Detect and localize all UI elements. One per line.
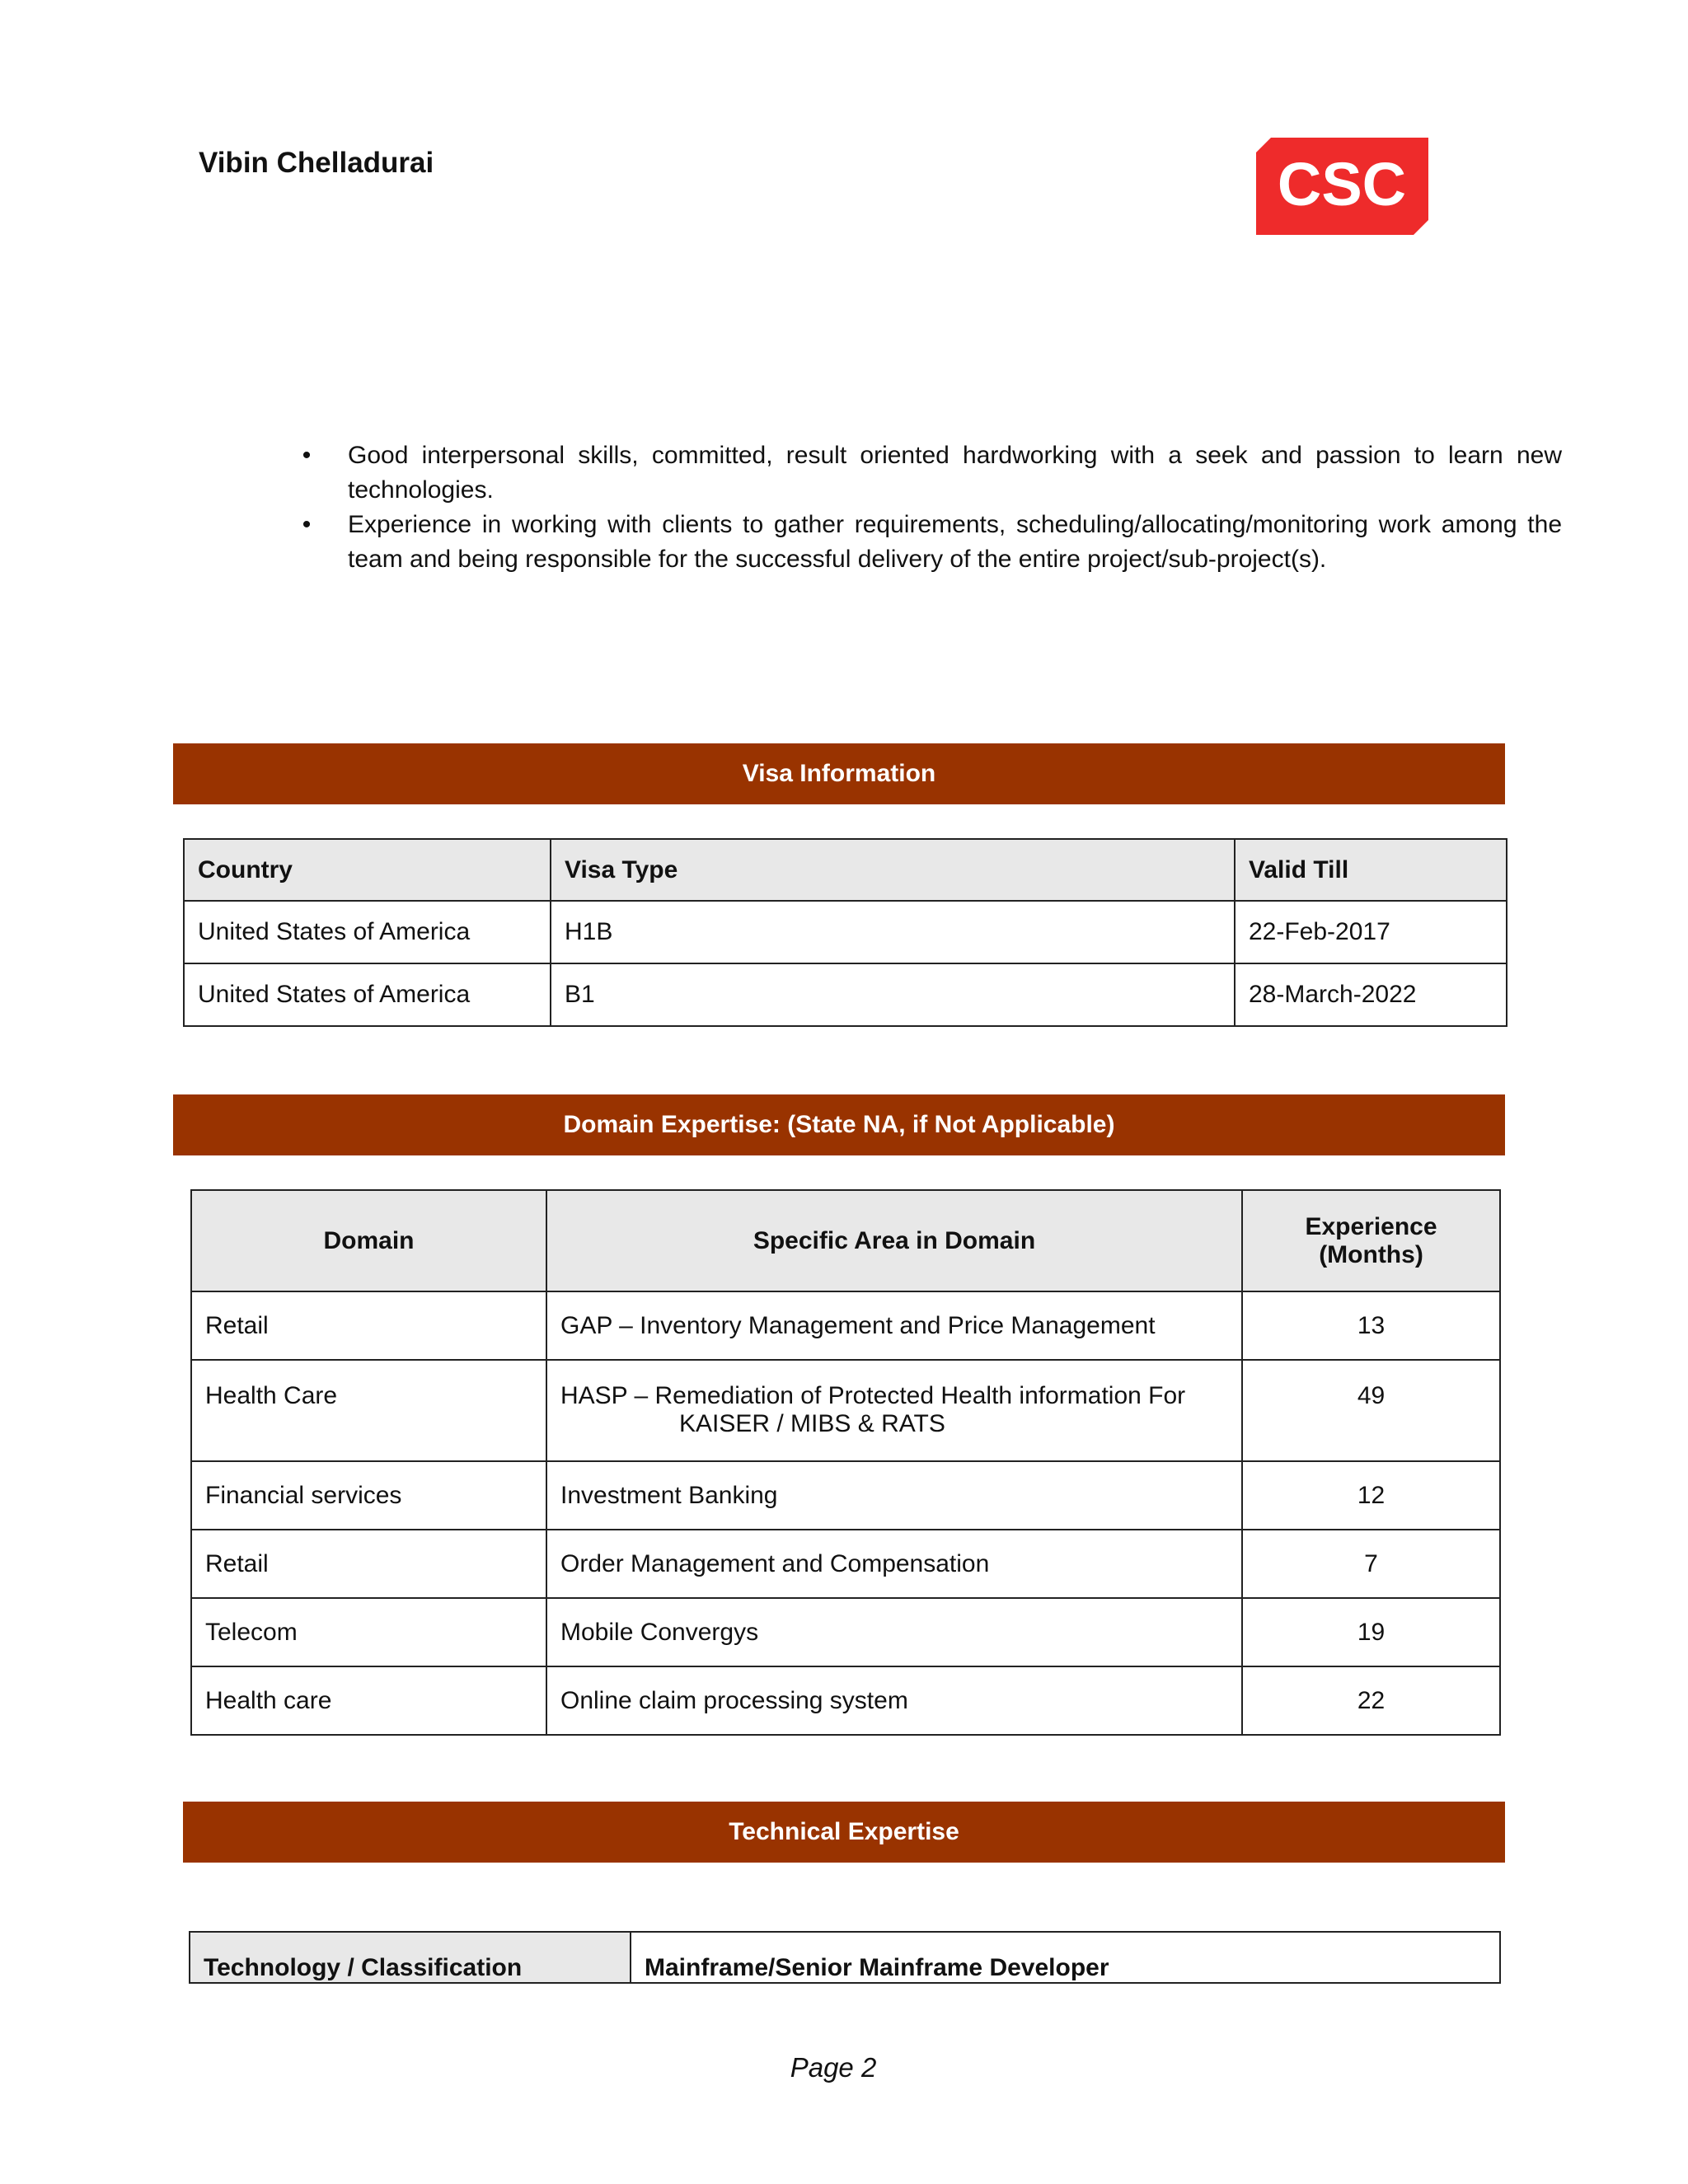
bullet-item: [297, 438, 1562, 508]
table-cell: Financial services: [191, 1461, 546, 1530]
csc-logo: [1256, 138, 1428, 235]
table-cell: Health Care: [191, 1360, 546, 1461]
bullet-text: Good interpersonal skills, committed, result oriented hardworking with a seek and passion to learn new technologies.: [348, 442, 1562, 504]
candidate-name: Vibin Chelladurai: [199, 147, 434, 179]
table-row: [191, 1666, 1500, 1735]
table-cell: Investment Banking: [546, 1461, 1242, 1530]
column-header: [1242, 1190, 1500, 1291]
table-cell-line: HASP – Remediation of Protected Health information For: [560, 1382, 1186, 1409]
table-cell: [546, 1360, 1242, 1461]
table-cell: 19: [1242, 1598, 1500, 1666]
table-cell: 22: [1242, 1666, 1500, 1735]
table-cell: GAP – Inventory Management and Price Management: [546, 1291, 1242, 1360]
domain-table: [190, 1189, 1501, 1736]
column-header: Valid Till: [1235, 839, 1507, 901]
visa-section-title: Visa Information: [742, 760, 936, 787]
table-cell: 49: [1242, 1360, 1500, 1461]
domain-section-title: Domain Expertise: (State NA, if Not Applicable): [563, 1111, 1115, 1138]
technical-section-title: Technical Expertise: [729, 1818, 959, 1845]
table-row: [191, 1360, 1500, 1461]
table-cell-line: KAISER / MIBS & RATS: [679, 1410, 945, 1437]
column-header: Country: [184, 839, 551, 901]
bullet-icon: •: [302, 511, 312, 538]
column-header: Visa Type: [551, 839, 1235, 901]
table-header-row: [191, 1190, 1500, 1291]
column-header-line: Experience: [1305, 1212, 1437, 1240]
table-cell: United States of America: [184, 901, 551, 963]
table-cell: B1: [551, 963, 1235, 1026]
table-row: [191, 1291, 1500, 1360]
technical-section-bar: [183, 1802, 1505, 1863]
page-number: Page 2: [790, 2052, 877, 2083]
technical-table: [189, 1931, 1501, 1984]
table-cell: Order Management and Compensation: [546, 1530, 1242, 1598]
technology-label: Technology / Classification: [190, 1932, 631, 1983]
table-cell: 13: [1242, 1291, 1500, 1360]
table-row: [191, 1461, 1500, 1530]
table-cell: Retail: [191, 1291, 546, 1360]
table-cell: Mobile Convergys: [546, 1598, 1242, 1666]
table-cell: 7: [1242, 1530, 1500, 1598]
table-row: [184, 963, 1507, 1026]
bullet-text: Experience in working with clients to gather requirements, scheduling/allocating/monitoring work among the team and being responsible for the successful delivery of the entire project/sub-project(s).: [348, 511, 1562, 573]
svg-text:CSC: CSC: [1277, 150, 1407, 218]
table-header-row: [184, 839, 1507, 901]
summary-bullets: [297, 438, 1562, 577]
table-row: [191, 1530, 1500, 1598]
table-cell: H1B: [551, 901, 1235, 963]
bullet-icon: •: [302, 442, 312, 469]
table-cell: Health care: [191, 1666, 546, 1735]
column-header-line: (Months): [1319, 1240, 1423, 1268]
table-row: [184, 901, 1507, 963]
table-cell: 28-March-2022: [1235, 963, 1507, 1026]
table-cell: United States of America: [184, 963, 551, 1026]
table-cell: Retail: [191, 1530, 546, 1598]
table-cell: 22-Feb-2017: [1235, 901, 1507, 963]
visa-table: [183, 838, 1507, 1027]
technology-value: Mainframe/Senior Mainframe Developer: [631, 1932, 1500, 1983]
column-header: Domain: [191, 1190, 546, 1291]
table-cell: 12: [1242, 1461, 1500, 1530]
table-row: [190, 1932, 1500, 1983]
column-header: Specific Area in Domain: [546, 1190, 1242, 1291]
visa-section-bar: [173, 743, 1505, 804]
domain-section-bar: [173, 1094, 1505, 1155]
table-row: [191, 1598, 1500, 1666]
bullet-item: [297, 508, 1562, 577]
table-cell: Telecom: [191, 1598, 546, 1666]
table-cell: Online claim processing system: [546, 1666, 1242, 1735]
